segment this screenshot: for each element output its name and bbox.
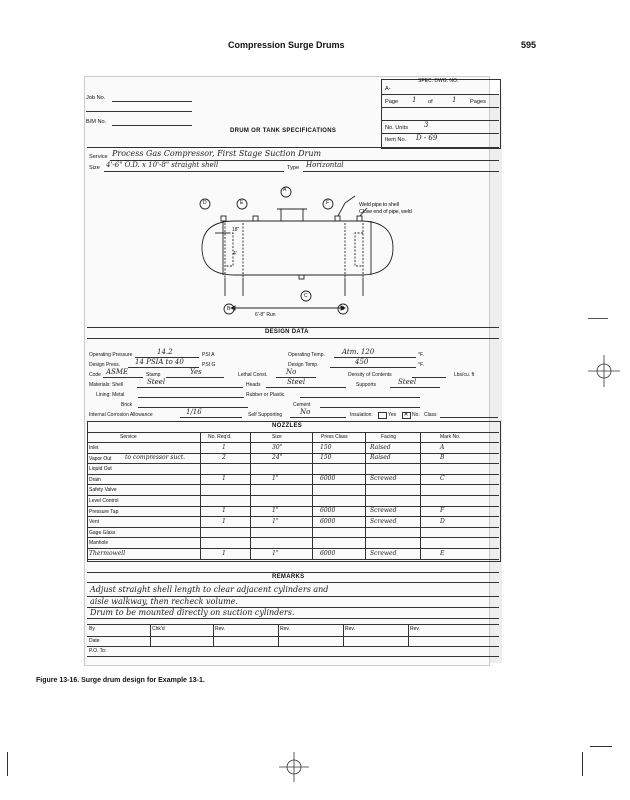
weld-note-1: Weld pipe to shell xyxy=(359,202,399,208)
deg-f2-label: °F. xyxy=(418,362,424,368)
nozzle-mark: F xyxy=(440,507,445,515)
lining-label: Lining: Metal xyxy=(96,392,125,398)
design-temp-value: 450 xyxy=(355,358,369,366)
col-header-mark-no: Mark No. xyxy=(440,434,461,440)
nozzle-label-f: F xyxy=(326,200,330,206)
nozzle-service: Drain xyxy=(89,476,101,483)
density-label: Density of Contents xyxy=(348,372,392,378)
nozzle-size: 1" xyxy=(272,549,279,557)
nozzle-facing: Screwed xyxy=(370,549,397,557)
psi-a-label: PSI A xyxy=(202,352,215,358)
nozzle-mark: A xyxy=(440,443,445,451)
nozzle-col-divider xyxy=(365,432,366,560)
page-label: Page xyxy=(385,99,399,105)
no-units-value: 3 xyxy=(424,121,429,129)
col-header-size: Size xyxy=(272,434,282,440)
brick-label: Brick xyxy=(121,402,133,408)
nozzle-col-divider xyxy=(200,432,201,560)
nozzle-no-reqd: 1 xyxy=(222,517,226,525)
spec-prefix: A- xyxy=(385,86,391,92)
nozzle-no-reqd: 2 xyxy=(222,454,226,462)
psi-g-label: PSI G xyxy=(202,362,216,368)
nozzle-row-line xyxy=(87,516,499,517)
op-pressure-value: 14.2 xyxy=(157,348,173,356)
heads-value: Steel xyxy=(287,378,306,386)
col-header-no-reqd: No. Req'd. xyxy=(208,434,232,440)
nozzle-press-class: 150 xyxy=(320,454,332,462)
nozzle-facing: Screwed xyxy=(370,517,397,525)
type-label: Type xyxy=(287,165,300,171)
nozzle-service-note: to compressor suct. xyxy=(125,454,186,462)
weld-note-2: Close end of pipe, weld xyxy=(359,209,412,215)
dim-run-label: 6'-8" Run xyxy=(255,312,276,318)
page-num-value: 1 xyxy=(412,96,417,104)
nozzle-col-divider xyxy=(420,432,421,560)
footer-rev-4: Rev. xyxy=(410,626,420,632)
insulation-yes-label: Yes xyxy=(388,412,397,418)
lethal-label: Lethal Const. xyxy=(238,372,268,378)
remarks-title: REMARKS xyxy=(272,574,305,580)
nozzle-service: Level Control xyxy=(89,498,119,504)
type-value: Horizontal xyxy=(306,161,344,169)
nozzle-mark: C xyxy=(440,475,445,483)
nozzle-no-reqd: 1 xyxy=(222,475,226,483)
class-label: Class xyxy=(424,412,437,418)
page-total-value: 1 xyxy=(452,96,457,104)
nozzle-row-line xyxy=(87,506,499,507)
stamp-label: Stamp xyxy=(146,372,161,378)
nozzle-label-c: C xyxy=(304,293,308,299)
running-title: Compression Surge Drums xyxy=(228,40,345,50)
nozzle-press-class: 6000 xyxy=(320,549,336,557)
nozzle-facing: Raised xyxy=(370,443,391,451)
nozzle-service: Gage Glass xyxy=(89,529,116,536)
insulation-label: Insulation: xyxy=(350,412,373,418)
nozzle-service-note: Thermowell xyxy=(89,549,126,557)
nozzle-col-divider xyxy=(250,432,251,560)
self-supporting-label: Self Supporting xyxy=(248,412,283,418)
footer-po-to: P.O. To: xyxy=(89,648,107,654)
registration-mark-bottom xyxy=(279,752,309,782)
dim-18-label: 18" xyxy=(232,227,240,233)
design-press-label: Design Press. xyxy=(89,362,121,368)
nozzle-service: Manhole xyxy=(89,540,109,547)
nozzle-size: 1" xyxy=(272,517,279,525)
nozzle-facing: Screwed xyxy=(370,475,397,483)
size-label: Size xyxy=(89,165,100,171)
nozzle-label-e: E xyxy=(240,200,244,206)
nozzle-label-b-right: B xyxy=(341,306,345,312)
nozzle-size: 1" xyxy=(272,507,279,515)
nozzle-press-class: 6000 xyxy=(320,507,336,515)
figure-caption: Figure 13-16. Surge drum design for Example 13-1. xyxy=(36,677,205,684)
crop-mark-bottom-right xyxy=(582,752,583,776)
col-header-service: Service xyxy=(120,434,137,440)
nozzle-no-reqd: 1 xyxy=(222,443,226,451)
footer-rev-3: Rev. xyxy=(345,626,355,632)
footer-rev-2: Rev. xyxy=(280,626,290,632)
op-pressure-label: Operating Pressure xyxy=(89,352,133,358)
remarks-line-1: Adjust straight shell length to clear adjacent cylinders and xyxy=(90,585,329,594)
nozzle-label-b-left: B xyxy=(227,306,231,312)
remarks-line-3: Drum to be mounted directly on suction cylinders. xyxy=(90,608,295,617)
col-header-press-class: Press Class xyxy=(321,434,348,440)
nozzle-service: Pressure Tap xyxy=(89,508,119,515)
remarks-line-2: aisle walkway, then recheck volume. xyxy=(90,597,238,606)
nozzle-col-divider xyxy=(312,432,313,560)
nozzles-title: NOZZLES xyxy=(272,423,303,429)
code-value: ASME xyxy=(106,368,129,376)
no-units-label: No. Units xyxy=(385,125,409,131)
service-label: Service xyxy=(89,154,108,160)
crop-mark-right xyxy=(590,746,612,747)
item-no-label: Item No. xyxy=(385,137,407,143)
design-data-title: DESIGN DATA xyxy=(265,329,309,335)
nozzle-size: 1" xyxy=(272,475,279,483)
stamp-value: Yes xyxy=(190,368,202,376)
corrosion-value: 1/16 xyxy=(186,408,202,416)
nozzle-label-a: A xyxy=(283,187,287,193)
nozzle-row-line xyxy=(87,548,499,549)
dim-4-label: 4' xyxy=(233,251,237,257)
nozzle-mark: B xyxy=(440,454,445,462)
nozzle-no-reqd: 1 xyxy=(222,549,226,557)
code-label: Code xyxy=(89,372,101,378)
crop-mark-bottom-left xyxy=(7,752,8,776)
of-label: of xyxy=(428,99,433,105)
nozzle-service: Liquid Out xyxy=(89,466,112,473)
insulation-yes-checkbox[interactable] xyxy=(378,412,387,419)
page-number: 595 xyxy=(521,40,537,50)
corrosion-label: Internal Corrosion Allowance xyxy=(89,412,153,418)
size-value: 4'-6" O.D. x 10'-8" straight shell xyxy=(106,161,219,169)
job-no-label: Job No. xyxy=(86,95,106,101)
nozzle-row-line xyxy=(87,474,499,475)
nozzle-no-reqd: 1 xyxy=(222,507,226,515)
nozzle-service: Vent xyxy=(89,519,100,526)
footer-date: Date xyxy=(89,638,100,644)
nozzle-row-line xyxy=(87,559,499,560)
supports-value: Steel xyxy=(398,378,417,386)
footer-rev-1: Rev. xyxy=(215,626,225,632)
nozzle-press-class: 6000 xyxy=(320,517,336,525)
spec-dwg-label: SPEC. DWG. NO. xyxy=(418,78,459,84)
nozzle-size: 30" xyxy=(272,443,283,451)
nozzle-press-class: 150 xyxy=(320,443,332,451)
nozzle-row-line xyxy=(87,527,499,528)
lethal-value: No xyxy=(286,368,297,376)
nozzle-row-line xyxy=(87,484,499,485)
nozzle-row-line xyxy=(87,463,499,464)
service-value: Process Gas Compressor, First Stage Suction Drum xyxy=(112,149,322,158)
nozzle-service: Inlet xyxy=(89,445,99,451)
crop-mark-top-right xyxy=(588,318,608,319)
footer-chkd: Chk'd xyxy=(152,626,165,632)
nozzle-row-line xyxy=(87,495,499,496)
design-press-value: 14 PSIA to 40 xyxy=(135,358,184,366)
shell-value: Steel xyxy=(147,378,166,386)
cement-label: Cement xyxy=(293,402,311,408)
insulation-no-label: No. xyxy=(412,412,420,418)
nozzle-mark: E xyxy=(440,549,445,557)
nozzle-size: 24" xyxy=(272,454,283,462)
materials-label: Materials: Shell xyxy=(89,382,124,388)
rubber-label: Rubber or Plastic xyxy=(246,392,285,398)
self-supporting-value: No xyxy=(300,408,311,416)
density-unit: Lbs/cu. ft xyxy=(454,372,475,378)
nozzle-mark: D xyxy=(440,517,445,525)
nozzle-service: Vapor Out xyxy=(89,455,112,462)
nozzle-service: Safety Valve xyxy=(89,487,117,494)
col-header-facing: Facing xyxy=(381,434,397,440)
nozzle-press-class: 6000 xyxy=(320,475,336,483)
registration-mark-right xyxy=(588,355,620,387)
deg-f-label: °F. xyxy=(418,352,424,358)
form-title: DRUM OR TANK SPECIFICATIONS xyxy=(230,128,337,134)
op-temp-value: Atm. 120 xyxy=(342,348,375,356)
item-no-value: D - 69 xyxy=(416,134,438,142)
supports-label: Supports xyxy=(356,382,377,388)
design-temp-label: Design Temp. xyxy=(288,362,319,368)
nozzle-facing: Raised xyxy=(370,454,391,462)
nozzle-facing: Screwed xyxy=(370,507,397,515)
nozzle-row-line xyxy=(87,537,499,538)
bm-no-label: B/M No. xyxy=(86,119,107,125)
pages-label: Pages xyxy=(470,99,486,105)
heads-label: Heads xyxy=(246,382,261,388)
footer-by: By xyxy=(89,626,95,632)
op-temp-label: Operating Temp. xyxy=(288,352,325,358)
nozzle-label-d: D xyxy=(203,200,207,206)
